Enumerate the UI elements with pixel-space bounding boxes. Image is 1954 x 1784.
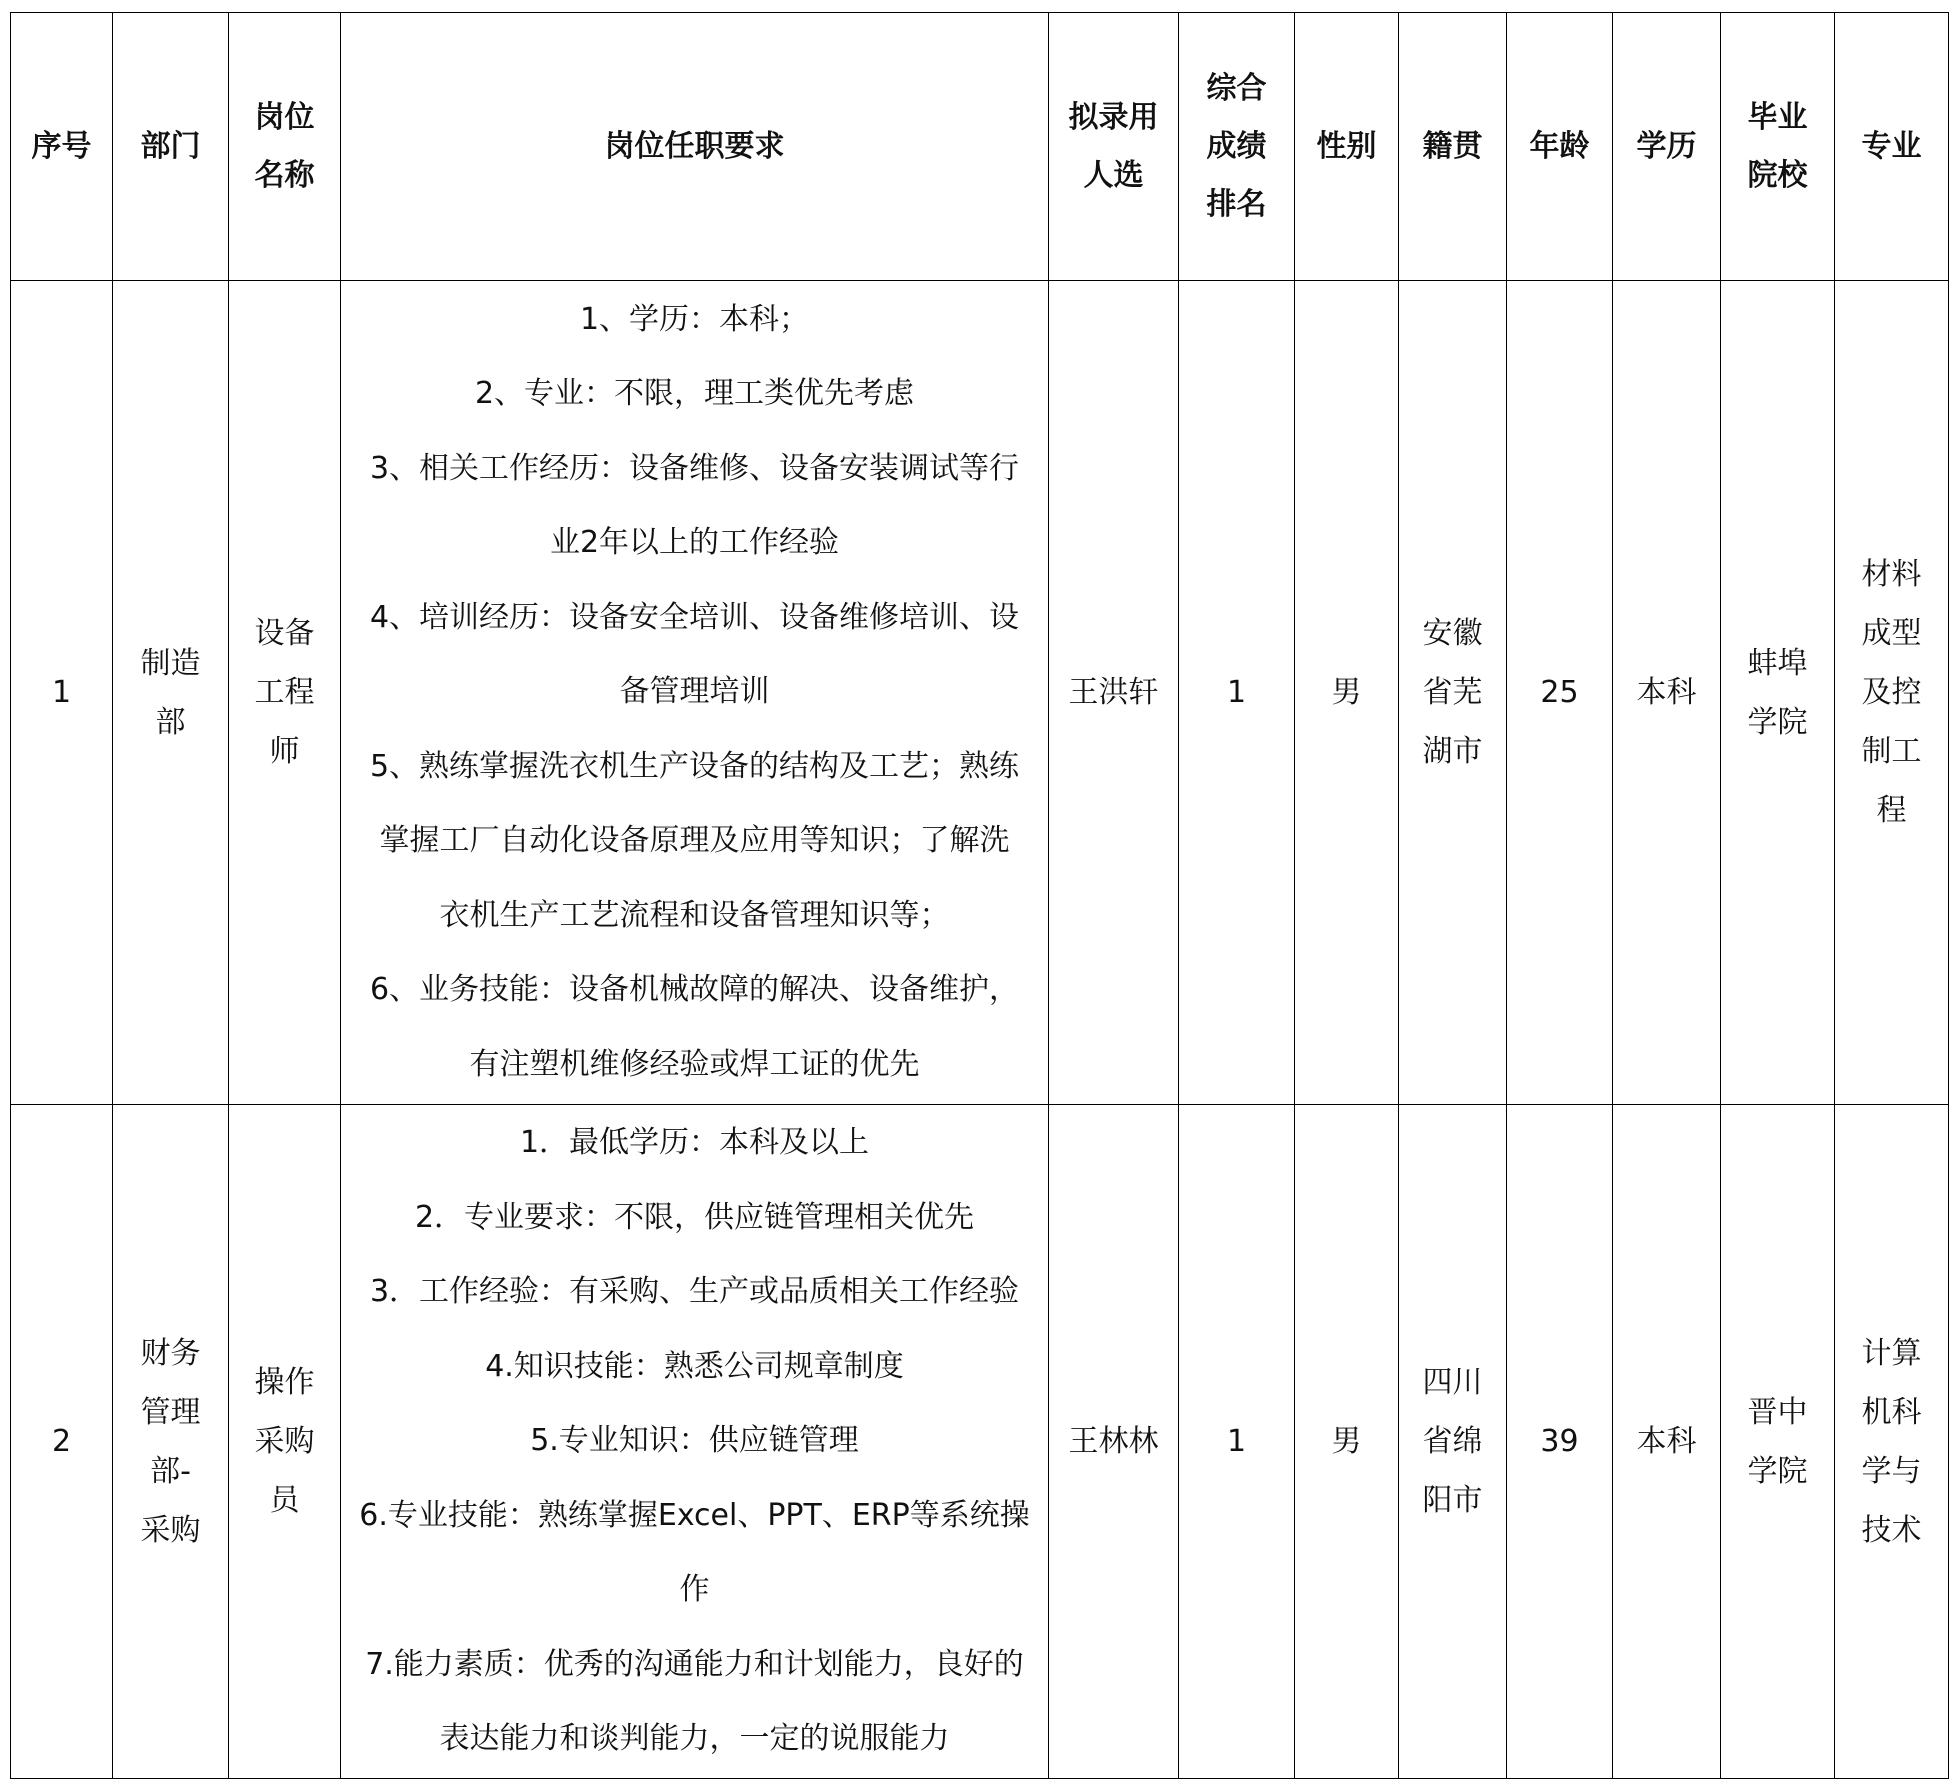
- header-position: 岗位名称: [229, 13, 341, 281]
- requirement-line: 2．专业要求：不限，供应链管理相关优先: [414, 1199, 975, 1235]
- cell-dept: 制造部: [113, 281, 229, 1105]
- requirement-line: 1．最低学历：本科及以上: [519, 1125, 870, 1161]
- header-seq: 序号: [11, 13, 113, 281]
- cell-requirements: [341, 1105, 1049, 1779]
- table-row: [11, 281, 1949, 1105]
- requirement-line: 有注塑机维修经验或焊工证的优先: [469, 1046, 920, 1082]
- header-education: 学历: [1613, 13, 1721, 281]
- requirement-line: 作: [679, 1572, 710, 1608]
- requirement-line: 5.专业知识：供应链管理: [530, 1423, 859, 1459]
- cell-major: 材料成型及控制工程: [1835, 281, 1949, 1105]
- header-candidate: 拟录用人选: [1049, 13, 1179, 281]
- header-requirements: 岗位任职要求: [341, 13, 1049, 281]
- requirement-line: 3．工作经验：有采购、生产或品质相关工作经验: [369, 1274, 1020, 1310]
- requirement-line: 4、培训经历：设备安全培训、设备维修培训、设: [369, 599, 1020, 635]
- cell-candidate: 王林林: [1049, 1105, 1179, 1779]
- header-school: 毕业院校: [1721, 13, 1835, 281]
- cell-age: 25: [1507, 281, 1613, 1105]
- requirement-line: 3、相关工作经历：设备维修、设备安装调试等行: [369, 450, 1020, 486]
- requirement-line: 掌握工厂自动化设备原理及应用等知识；了解洗: [379, 823, 1010, 859]
- cell-origin: 安徽省芜湖市: [1399, 281, 1507, 1105]
- cell-seq: 1: [11, 281, 113, 1105]
- cell-requirements: [341, 281, 1049, 1105]
- cell-rank: 1: [1179, 1105, 1295, 1779]
- cell-gender: 男: [1295, 1105, 1399, 1779]
- table-row: [11, 1105, 1949, 1779]
- requirement-line: 7.能力素质：优秀的沟通能力和计划能力，良好的: [365, 1646, 1024, 1682]
- header-origin: 籍贯: [1399, 13, 1507, 281]
- header-row: [11, 13, 1949, 281]
- cell-rank: 1: [1179, 281, 1295, 1105]
- cell-school: 蚌埠学院: [1721, 281, 1835, 1105]
- cell-education: 本科: [1613, 281, 1721, 1105]
- requirement-line: 业2年以上的工作经验: [549, 525, 840, 561]
- requirement-line: 6、业务技能：设备机械故障的解决、设备维护，: [369, 972, 1020, 1008]
- requirement-line: 表达能力和谈判能力，一定的说服能力: [439, 1721, 950, 1757]
- cell-major: 计算机科学与技术: [1835, 1105, 1949, 1779]
- cell-position: 设备工程师: [229, 281, 341, 1105]
- requirement-line: 4.知识技能：熟悉公司规章制度: [485, 1348, 904, 1384]
- header-gender: 性别: [1295, 13, 1399, 281]
- cell-school: 晋中学院: [1721, 1105, 1835, 1779]
- header-age: 年龄: [1507, 13, 1613, 281]
- cell-age: 39: [1507, 1105, 1613, 1779]
- cell-gender: 男: [1295, 281, 1399, 1105]
- cell-dept: 财务管理部-采购: [113, 1105, 229, 1779]
- cell-origin: 四川省绵阳市: [1399, 1105, 1507, 1779]
- requirement-line: 6.专业技能：熟练掌握Excel、PPT、ERP等系统操: [359, 1497, 1030, 1533]
- requirement-line: 衣机生产工艺流程和设备管理知识等；: [439, 897, 950, 933]
- cell-position: 操作采购员: [229, 1105, 341, 1779]
- requirement-line: 1、学历：本科；: [579, 301, 810, 337]
- requirement-line: 2、专业：不限，理工类优先考虑: [474, 376, 915, 412]
- candidate-table: [10, 12, 1949, 1779]
- header-major: 专业: [1835, 13, 1949, 281]
- cell-education: 本科: [1613, 1105, 1721, 1779]
- cell-seq: 2: [11, 1105, 113, 1779]
- requirement-line: 5、熟练掌握洗衣机生产设备的结构及工艺；熟练: [369, 748, 1020, 784]
- cell-candidate: 王洪轩: [1049, 281, 1179, 1105]
- requirement-line: 备管理培训: [619, 674, 770, 710]
- header-dept: 部门: [113, 13, 229, 281]
- header-rank: 综合成绩排名: [1179, 13, 1295, 281]
